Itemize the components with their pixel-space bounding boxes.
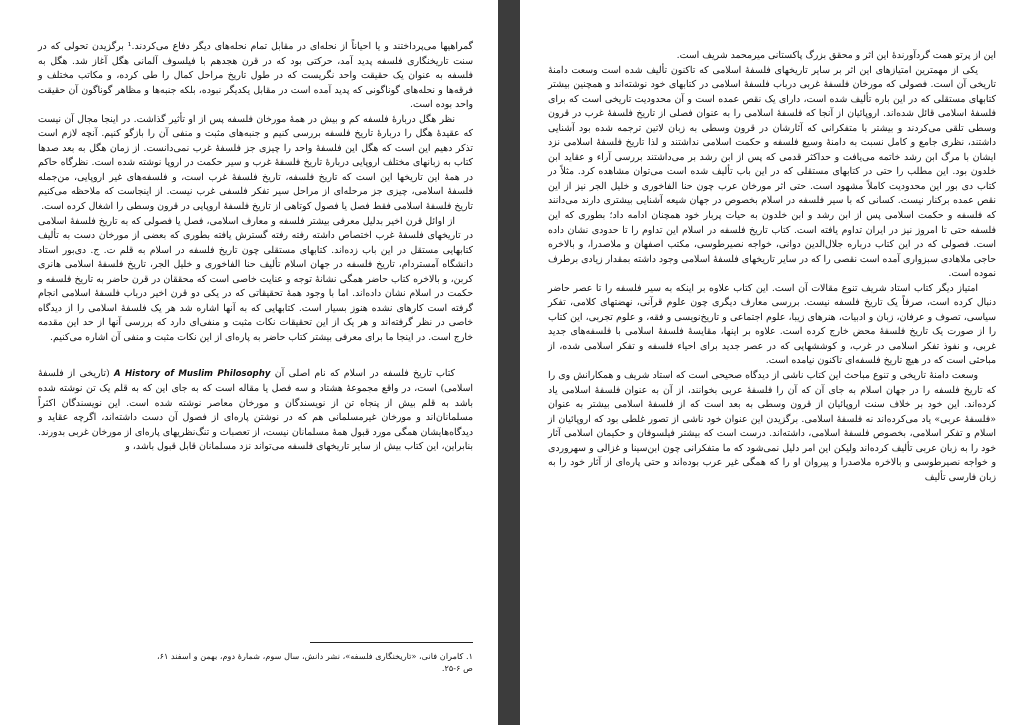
book-title-paragraph: [38, 367, 473, 454]
right-page-body: [548, 49, 996, 485]
left-page: [0, 0, 498, 725]
paragraph: وسعت دامنهٔ تاریخی و تنوع مباحث این کتاب ناشی از دیدگاه صحیحی است که استاد شریف و همکارانش وی را که تاریخ فلسفه را در جهان اسلام به جای آن که آن را فلسفهٔ عربی بخوانند، از آن به عنوان فلسفهٔ اسلامی یاد کرده‌اند. این خود بر خلاف سنت اروپائیان از قرون وسطی به بعد است که از فلسفهٔ اسلامی بیشتر به عنوان «فلسفهٔ عربی» یاد می‌کرده‌اند نه فلسفهٔ اسلامی. برگزیدن این عنوان خود ناشی از تصور غلطی بود که اروپائیان از اسلام و تفکر اسلامی، بخصوص فلسفهٔ اسلامی، داشته‌اند. درست است که بیشتر فیلسوفان و حکیمان اسلامی آثار خود را به زبان عربی تألیف کرده‌اند ولیکن این امر دلیل نمی‌شود که ما متفکرانی چون ابن‌سینا و غزالی و سهروردی و خواجه نصیرطوسی و بالاخره ملاصدرا و پیروان او را که همگی غیر عرب بوده‌اند و حتی پاره‌ای از آثار خود را به زبان فارسی تألیف: [548, 370, 996, 483]
paragraph-text: کتاب تاریخ فلسفه در اسلام که نام اصلی آن: [270, 368, 455, 380]
english-book-title: A History of Muslim Philosophy: [113, 369, 271, 380]
paragraph: گمراهیها می‌پرداختند و یا احیاناً از نحله‌ای در مقابل تمام نحله‌های دیگر دفاع می‌کردند.¹ برگزیدن تحولی که در سنت تاریخنگاری فلسفه پدید آمد، حرکتی بود که در قرن هجدهم با فیلسوف آلمانی هگل آغاز شد. هگل به فلسفه به عنوان یک حقیقت واحد نگریست که در طول تاریخ مراحل کمال را طی کرده، و مکاتب مختلف و فرقه‌ها و نحله‌های گوناگونی که پدید آمده است در مقابل یکدیگر نبوده، بلکه جنبه‌ها و مظاهر گوناگون آن حقیقت واحد بوده است.: [38, 41, 473, 111]
paragraph: نظر هگل دربارهٔ فلسفه کم و بیش در همهٔ مورخان فلسفه پس از او تأثیر گذاشت. در اینجا مجال آن نیست که عقیدهٔ هگل را دربارهٔ تاریخ فلسفه بررسی کنیم و جنبه‌های مثبت و منفی آن را بازگو کنیم. آنچه لازم است تذکر دهیم این است که هگل این فلسفهٔ واحد را چیزی جز فلسفهٔ غرب نمی‌دانست. از زمان هگل به بعد صدها کتاب به زبانهای مختلف اروپایی دربارهٔ تاریخ فلسفهٔ غرب و سیر حکمت در اروپا نوشته شده است. نظرگاه حاکم در همهٔ این تاریخها این است که تاریخ فلسفه، تاریخ فلسفهٔ غرب است، و فلسفه‌های غیر اروپایی، من‌جمله فلسفهٔ اسلامی، چیزی جز مرحله‌ای از مراحل سیر تفکر فلسفی غرب نیست. از اینجاست که ملاحظه می‌کنیم تاریخ فلسفهٔ اسلامی فقط فصل یا فصول کوتاهی از تاریخ فلسفهٔ اروپایی در قرون وسطی را اشغال کرده است.: [38, 113, 473, 213]
footnote-divider: [310, 642, 473, 643]
paragraph: از اوائل قرن اخیر بدلیل معرفی بیشتر فلسفه و معارف اسلامی، فصل یا فصولی که به تاریخ فلسفهٔ اسلامی در تاریخهای فلسفهٔ غرب اختصاص داشته رفته رفته گسترش یافته بطوری که بعضی از مورخان دست به تألیف کتابهایی مستقل در این باب زده‌اند. کتابهای مستقلی چون تاریخ فلسفه در اسلام به قلم ت. ج. دی‌بور استاد دانشگاه آمستردام، تاریخ فلسفه در جهان اسلام تألیف حنا الفاخوری و خلیل الجر، تاریخ فلسفهٔ اسلامی هانری کربن، و بالاخره کتاب حاضر همگی نشانهٔ توجه و عنایت خاصی است که محققان در قرن حاضر به تاریخ فلسفه و حکمت در اسلام نشان داده‌اند. اما با وجود همهٔ تحقیقاتی که در یکی دو قرن اخیر درباب فلسفهٔ اسلامی انجام گرفته است کارهای نشده هنوز بسیار است. کتابهایی که به آنها اشاره شد هر یک فلسفهٔ اسلامی را از دیدگاه خاصی در نظر گرفته‌اند و هر یک از این تحقیقات نکات مثبت و منفی‌ای دارد که بررسی آنها از حد این مقدمه خارج است. در اینجا ما برای معرفی بیشتر کتاب حاضر به پاره‌ای از این نکات مثبت و منفی آن اشاره می‌کنیم.: [38, 215, 473, 343]
right-page: [520, 0, 1024, 725]
paragraph: امتیاز دیگر کتاب استاد شریف تنوع مقالات آن است. این کتاب علاوه بر اینکه به سیر فلسفه را تا عصر حاضر دنبال کرده است، صرفاً یک تاریخ فلسفه نیست. بررسی معارف دیگری چون علوم قرآنی، نهضتهای کلامی، تفکر سیاسی، تصوف و عرفان، زبان و ادبیات، هنرهای زیبا، علوم اجتماعی و تاریخ‌نویسی و فقه، و علوم تجربی، این کتاب را از صورت یک تاریخ فلسفهٔ محض خارج کرده است. علاوه بر اینها، مقایسهٔ فلسفهٔ اسلامی با فلسفه‌های جدید غربی، و نفوذ تفکر اسلامی در غرب، و کوششهایی که در عصر جدید برای احیاء فلسفه و تفکر اسلامی شده، از مباحثی است که در هیچ تاریخ فلسفه‌ای تاکنون نیامده است.: [548, 282, 996, 367]
left-page-body: [38, 40, 473, 455]
book-gutter: [498, 0, 520, 725]
paragraph: یکی از مهمترین امتیازهای این اثر بر سایر تاریخهای فلسفهٔ اسلامی که تاکنون تألیف شده است وسعت دامنهٔ تاریخی آن است. فصولی که مورخان فلسفهٔ غربی درباب فلسفهٔ اسلامی در کتابهای خود نوشته‌اند و همچنین بیشتر کتابهای مستقلی که در این باره تألیف شده است، دارای یک نقص عمده است و آن محدودیت تاریخی است که برای فلسفهٔ اسلامی قائل شده‌اند. اروپائیان از آنجا که فلسفهٔ اسلامی را به عنوان فصلی از تاریخ فلسفهٔ غرب در قرون وسطی تلقی می‌کردند و بیشتر با متفکرانی که آثارشان در قرون وسطی به زبان لاتین ترجمه شده بود آشنایی داشتند، نظری جامع و کامل نسبت به دامنهٔ وسیع فلسفه و حکمت اسلامی نداشتند و لذا تاریخ فلسفهٔ اسلامی نزد ایشان با مرگ ابن رشد خاتمه می‌یافت و حداکثر قدمی که پس از ابن رشد بر می‌داشتند بررسی آراء و عقاید ابن خلدون بود. این مطلب را حتی در کتابهای مستقلی که در این باب تألیف شده است می‌توان مشاهده کرد. مثلاً در کتاب دی بور این محدودیت کاملاً مشهود است. حتی اثر مورخان عرب چون حنا الفاخوری و خلیل الجر نیز از این نقص عمده برکنار نیست. کسانی که با سیر فلسفه در اسلام بخصوص در جهان شیعه آشنایی بیشتری دارند می‌دانند که فلسفه و حکمت اسلامی پس از ابن رشد و ابن خلدون به حیات پربار خود همچنان ادامه داد؛ بطوری که این فلسفه حتی تا امروز نیز در ایران تداوم یافته است. کتاب تاریخ فلسفه در اسلام این تداوم را تا حدودی نشان داده است. فصولی که در این کتاب درباره جلال‌الدین دوانی، خواجه نصیرطوسی، مکتب اصفهان و ملاصدرا، و بالاخره حاجی ملاهادی سبزواری آمده است نقصی را که در سایر تاریخهای فلسفهٔ اسلامی وجود داشته بمقدار زیادی برطرف نموده است.: [547, 64, 996, 280]
paragraph-gap: [38, 345, 473, 367]
paragraph: این از پرتو همت گردآورندهٔ این اثر و محقق بزرگ پاکستانی میرمحمد شریف است.: [676, 50, 996, 61]
footnote: ۱. کامران فانی، «تاریخنگاری فلسفه»، نشر دانش، سال سوم، شمارهٔ دوم، بهمن و اسفند ۶۱، ص ۶-۲۵.: [156, 651, 473, 673]
paragraph-text: (تاریخی از فلسفهٔ اسلامی) است، در واقع مجموعهٔ هشتاد و سه فصل یا مقاله است که به جای این که به قلم یک تن نوشته شده باشد به قلم بیش از پنجاه تن از نویسندگان و مورخان معاصر نوشته شده است. این نویسندگان اکثراً مسلمانان‌اند و مورخان غیرمسلمانی هم که در نوشتن پاره‌ای از فصول آن دست داشته‌اند، اگرچه عقاید و دیدگاه‌هایشان همگی مورد قبول همهٔ مسلمانان نیست، از تعصبات و تنگ‌نظریهای پاره‌ای از مورخان غربی بدورند. بنابراین، این کتاب بیش از سایر تاریخهای فلسفه می‌تواند نزد مسلمانان قابل قبول باشد، و: [38, 368, 473, 453]
